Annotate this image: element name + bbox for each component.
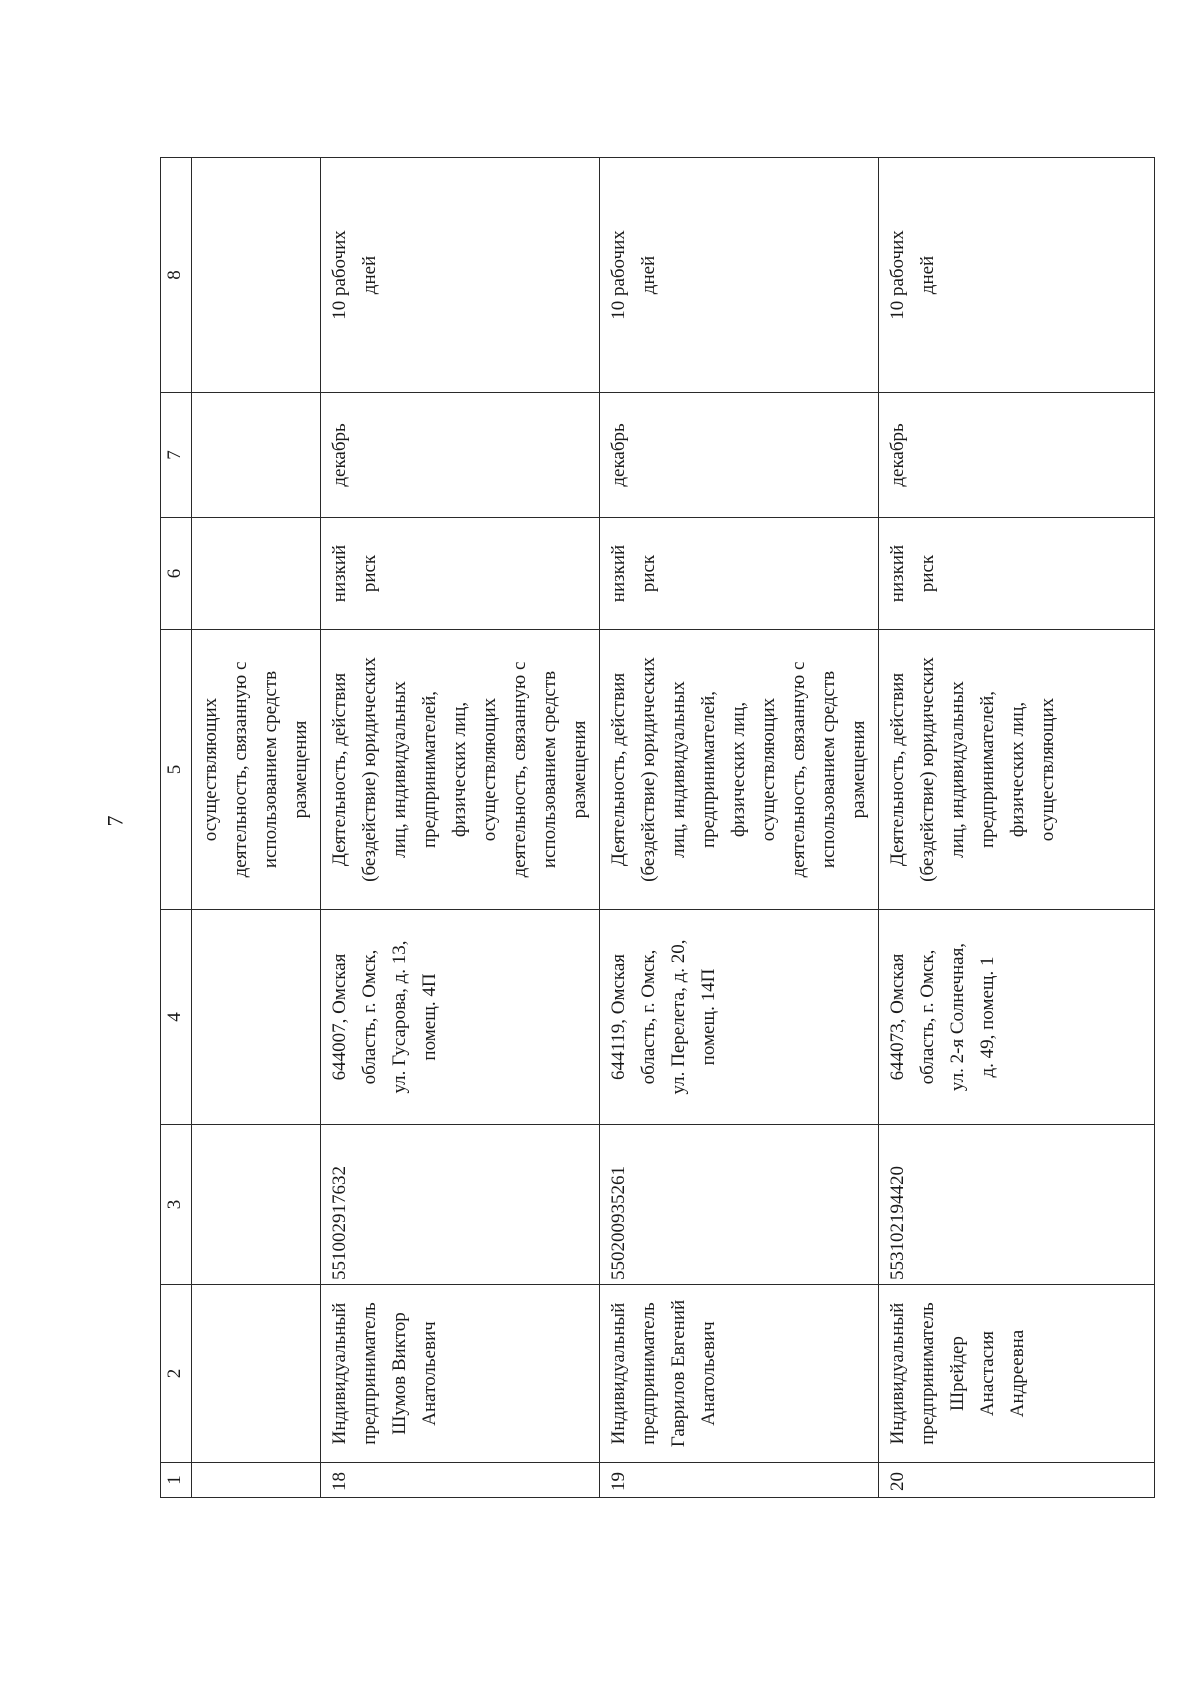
table-row xyxy=(879,158,1155,1498)
header-row xyxy=(161,158,192,1498)
term-cell xyxy=(879,158,1155,393)
activity-line: использованием средств xyxy=(539,670,560,869)
activity-line: Деятельность, действия xyxy=(887,672,908,867)
term-line: дней xyxy=(359,255,380,295)
inn-cell: 551002917632 xyxy=(321,1125,600,1285)
address-line: ул. 2-я Солнечная, xyxy=(947,942,968,1092)
month-cell: декабрь xyxy=(879,393,1155,518)
rotated-table-wrapper xyxy=(160,158,1058,1498)
activity-line: предпринимателей, xyxy=(419,690,440,849)
entrepreneur-name xyxy=(321,1285,600,1463)
term-cell xyxy=(600,158,879,393)
header-cell: 2 xyxy=(161,1285,192,1463)
address-line: область, г. Омск, xyxy=(638,949,659,1085)
risk-line: низкий xyxy=(329,544,350,603)
activity-line: осуществляющих xyxy=(200,697,221,842)
activity-line: (бездействие) юридических xyxy=(917,657,938,882)
risk-line: низкий xyxy=(608,544,629,603)
name-line: Индивидуальный xyxy=(608,1302,629,1445)
header-cell: 1 xyxy=(161,1463,192,1498)
activity-cell xyxy=(600,630,879,910)
term-line: дней xyxy=(917,255,938,295)
empty-cell xyxy=(192,910,321,1125)
risk-line: риск xyxy=(638,554,659,593)
address-line: область, г. Омск, xyxy=(359,949,380,1085)
empty-cell xyxy=(192,1285,321,1463)
risk-line: риск xyxy=(359,554,380,593)
activity-line: предпринимателей, xyxy=(698,690,719,849)
activity-line: использованием средств xyxy=(818,670,839,869)
name-line: Индивидуальный xyxy=(887,1302,908,1445)
address-line: ул. Перелета, д. 20, xyxy=(668,939,689,1095)
activity-cell xyxy=(192,630,321,910)
activity-line: лиц, индивидуальных xyxy=(668,681,689,858)
address-line: д. 49, помещ. 1 xyxy=(977,956,998,1078)
activity-line: размещения xyxy=(569,720,590,819)
address-cell xyxy=(321,910,600,1125)
name-line: Анатольевич xyxy=(419,1321,440,1426)
inn-cell: 550200935261 xyxy=(600,1125,879,1285)
table-row xyxy=(600,158,879,1498)
term-line: 10 рабочих xyxy=(608,230,629,320)
address-cell xyxy=(879,910,1155,1125)
name-line: Шумов Виктор xyxy=(389,1312,410,1435)
header-cell: 7 xyxy=(161,393,192,518)
page-number: 7 xyxy=(102,815,128,827)
address-line: область, г. Омск, xyxy=(917,949,938,1085)
activity-line: физических лиц, xyxy=(728,701,749,838)
name-line: Анастасия xyxy=(977,1330,998,1417)
name-line: Шрейдер xyxy=(947,1336,968,1411)
activity-line: Деятельность, действия xyxy=(329,672,350,867)
activity-line: осуществляющих xyxy=(1037,697,1058,842)
header-cell: 5 xyxy=(161,630,192,910)
name-line: предприниматель xyxy=(359,1302,380,1445)
activity-line: лиц, индивидуальных xyxy=(947,681,968,858)
activity-line: (бездействие) юридических xyxy=(359,657,380,882)
name-line: Индивидуальный xyxy=(329,1302,350,1445)
empty-cell xyxy=(192,393,321,518)
name-line: предприниматель xyxy=(638,1302,659,1445)
address-line: 644007, Омская xyxy=(329,953,350,1081)
entrepreneur-name xyxy=(600,1285,879,1463)
activity-line: Деятельность, действия xyxy=(608,672,629,867)
header-cell: 6 xyxy=(161,518,192,630)
activity-line: предпринимателей, xyxy=(977,690,998,849)
activity-line: деятельность, связанную с xyxy=(788,661,809,878)
risk-line: риск xyxy=(917,554,938,593)
inn-cell: 553102194420 xyxy=(879,1125,1155,1285)
activity-line: осуществляющих xyxy=(479,697,500,842)
risk-line: низкий xyxy=(887,544,908,603)
month-cell: декабрь xyxy=(600,393,879,518)
month-cell: декабрь xyxy=(321,393,600,518)
name-line: Гаврилов Евгений xyxy=(668,1299,689,1448)
address-line: помещ. 4П xyxy=(419,973,440,1061)
activity-line: использованием средств xyxy=(260,670,281,869)
table-row xyxy=(321,158,600,1498)
activity-line: физических лиц, xyxy=(449,701,470,838)
name-line: Анатольевич xyxy=(698,1321,719,1426)
empty-cell xyxy=(192,158,321,393)
address-cell xyxy=(600,910,879,1125)
activity-line: физических лиц, xyxy=(1007,701,1028,838)
risk-cell xyxy=(321,518,600,630)
address-line: 644073, Омская xyxy=(887,953,908,1081)
term-line: дней xyxy=(638,255,659,295)
activity-line: лиц, индивидуальных xyxy=(389,681,410,858)
activity-line: (бездействие) юридических xyxy=(638,657,659,882)
name-line: Андреевна xyxy=(1007,1329,1028,1418)
activity-line: осуществляющих xyxy=(758,697,779,842)
continuation-row xyxy=(192,158,321,1498)
term-line: 10 рабочих xyxy=(329,230,350,320)
address-line: помещ. 14П xyxy=(698,968,719,1066)
row-number: 18 xyxy=(321,1463,600,1498)
address-line: ул. Гусарова, д. 13, xyxy=(389,940,410,1094)
entrepreneur-name xyxy=(879,1285,1155,1463)
header-cell: 8 xyxy=(161,158,192,393)
term-cell xyxy=(321,158,600,393)
address-line: 644119, Омская xyxy=(608,953,629,1081)
activity-line: размещения xyxy=(848,720,869,819)
activity-cell xyxy=(879,630,1155,910)
inspection-plan-table xyxy=(160,157,1155,1498)
empty-cell xyxy=(192,1463,321,1498)
term-line: 10 рабочих xyxy=(887,230,908,320)
empty-cell xyxy=(192,518,321,630)
name-line: предприниматель xyxy=(917,1302,938,1445)
activity-line: деятельность, связанную с xyxy=(509,661,530,878)
empty-cell xyxy=(192,1125,321,1285)
activity-line: деятельность, связанную с xyxy=(230,661,251,878)
header-cell: 4 xyxy=(161,910,192,1125)
activity-cell xyxy=(321,630,600,910)
header-cell: 3 xyxy=(161,1125,192,1285)
row-number: 20 xyxy=(879,1463,1155,1498)
risk-cell xyxy=(879,518,1155,630)
risk-cell xyxy=(600,518,879,630)
activity-line: размещения xyxy=(290,720,311,819)
row-number: 19 xyxy=(600,1463,879,1498)
